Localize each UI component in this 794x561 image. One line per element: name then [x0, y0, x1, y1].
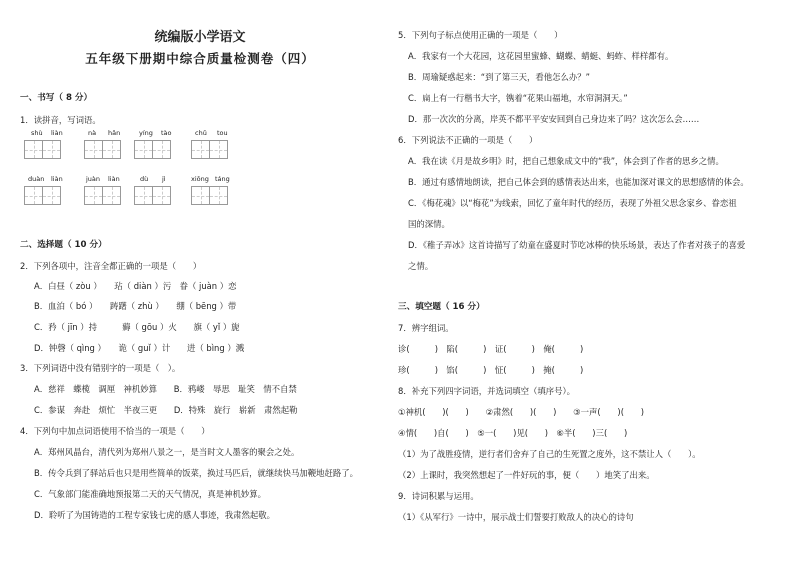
- option-3ab: A．慈祥 蝶榄 调厘 神机妙算 B．鸦嵝 辱思 耻笑 情不自禁: [34, 384, 297, 394]
- option-2b: B．血泊（ bó ） 踌躇（ zhù ） 绷（ bēng ）带: [34, 301, 237, 311]
- writing-box[interactable]: [152, 140, 171, 159]
- question-4: 4．下列句中加点词语使用不恰当的一项是（ ）: [20, 426, 210, 436]
- pinyin-group-2: [84, 129, 120, 159]
- option-5b: B．周瑜疑惑起来：“到了第三天，看他怎么办？”: [408, 72, 590, 82]
- writing-box[interactable]: [42, 140, 61, 159]
- pinyin-group-7: [134, 175, 170, 205]
- question-5: 5．下列句子标点使用正确的一项是（ ）: [398, 30, 563, 40]
- q9-sentence-1: （1）《从军行》一诗中，展示战士们誓要打败敌人的决心的诗句: [398, 512, 634, 522]
- pinyin-label: chǔ: [195, 129, 207, 137]
- question-3: 3．下列词语中没有错别字的一项是（ ）。: [20, 363, 181, 373]
- question-7: 7．辨字组词。: [398, 323, 454, 333]
- option-5a: A．我家有一个大花园，这花园里蜜蜂、蝴蝶、蜻蜓、蚂蚱、样样都有。: [408, 51, 674, 61]
- pinyin-label: shù: [31, 129, 43, 137]
- pinyin-label: liàn: [51, 129, 63, 137]
- writing-box[interactable]: [209, 186, 228, 205]
- option-6b: B．通过有感情地朗读，把自己体会到的感情表达出来，也能加深对课文的思想感情的体会。: [408, 177, 749, 187]
- writing-box[interactable]: [209, 140, 228, 159]
- pinyin-label: juàn: [86, 175, 101, 183]
- option-4a: A．郑州风晶台，清代列为郑州八景之一，是当时文人墨客的聚会之处。: [34, 447, 300, 457]
- question-6: 6．下列说法不正确的一项是（ ）: [398, 135, 538, 145]
- pinyin-label: nà: [88, 129, 97, 137]
- pinyin-label: duàn: [28, 175, 45, 183]
- pinyin-label: liàn: [51, 175, 63, 183]
- question-2: 2．下列各项中，注音全都正确的一项是（ ）: [20, 261, 202, 271]
- page-title: 统编版小学语文: [154, 30, 246, 45]
- writing-box[interactable]: [191, 140, 210, 159]
- option-4d: D．聆听了为国铸造的工程专家钱七虎的感人事迹，我肃然起敬。: [34, 510, 275, 520]
- question-1: 1．读拼音，写词语。: [20, 115, 101, 125]
- pinyin-group-1: [24, 129, 63, 159]
- pinyin-group-4: [191, 129, 227, 159]
- pinyin-label: hǎn: [108, 129, 121, 137]
- option-6d-cont: 之情。: [408, 261, 434, 271]
- question-8: 8．补充下列四字词语，并选词填空（填序号）。: [398, 386, 576, 396]
- writing-box[interactable]: [84, 140, 103, 159]
- writing-box[interactable]: [102, 186, 121, 205]
- q8-row-2: ④情( )自( ) ⑤一( )见( ) ⑥半( )三( ): [398, 428, 628, 438]
- q7-row-2: 珍( ) 馅( ) 怔( ) 掩( ): [398, 365, 584, 375]
- option-6c-cont: 国的深情。: [408, 219, 450, 229]
- option-4c: C．气象部门能准确地预报第二天的天气情况，真是神机妙算。: [34, 489, 266, 499]
- pinyin-label: táng: [215, 175, 230, 183]
- writing-box[interactable]: [134, 186, 153, 205]
- pinyin-group-6: [84, 175, 120, 205]
- q7-row-1: 诊( ) 陷( ) 证( ) 俺( ): [398, 344, 584, 354]
- option-2a: A．白昼（ zòu ） 玷（ diàn ）污 眷（ juàn ）恋: [34, 281, 237, 291]
- writing-box[interactable]: [191, 186, 210, 205]
- section-fill: 三、填空题（ 16 分）: [398, 302, 485, 312]
- option-2c: C．矜（ jīn ）持 薅（ gōu ）火 旗（ yǐ ）旎: [34, 322, 240, 332]
- section-writing: 一、书写（ 8 分）: [20, 93, 93, 103]
- option-4b: B．传令兵到了驿站后也只是用些简单的饭菜，换过马匹后，就继续快马加鞭地赶路了。: [34, 468, 358, 478]
- option-5d: D．那一次次的分离，岸英不都平平安安回到自己身边来了吗？这次怎么会……: [408, 114, 700, 124]
- pinyin-label: dù: [140, 175, 149, 183]
- pinyin-label: tào: [161, 129, 172, 137]
- q8-row-1: ①神机( )( ) ②肃然( )( ) ③一声( )( ): [398, 407, 644, 417]
- question-9: 9．诗词积累与运用。: [398, 491, 479, 501]
- writing-box[interactable]: [42, 186, 61, 205]
- pinyin-group-3: [134, 129, 170, 159]
- option-3cd: C．参谋 奔赴 烦忙 半夜三更 D．特殊 旋行 崭新 肃然起勒: [34, 405, 298, 415]
- option-5c: C．扁上有一行楷书大字，镌着“花果山福地，水帘洞洞天。”: [408, 93, 628, 103]
- writing-box[interactable]: [152, 186, 171, 205]
- pinyin-label: xiōng: [191, 175, 209, 183]
- option-6a: A．我在读《月是故乡明》时，把自己想象成文中的“我”，体会到了作者的思乡之情。: [408, 156, 724, 166]
- writing-box[interactable]: [24, 186, 43, 205]
- q8-sentence-2: （2）上课时，我突然想起了一件好玩的事，便（ ）地笑了出来。: [398, 470, 655, 480]
- writing-box[interactable]: [134, 140, 153, 159]
- writing-box[interactable]: [102, 140, 121, 159]
- option-2d: D．钟磬（ qìng ） 诡（ guǐ ）计 进（ bìng ）溅: [34, 343, 245, 353]
- option-6c: C．《梅花魂》以“梅花”为线索，回忆了童年时代的经历，表现了外祖父思念家乡、眷恋祖: [408, 198, 737, 208]
- pinyin-label: tou: [217, 129, 228, 137]
- q8-sentence-1: （1）为了战胜疫情，逆行者们舍弃了自己的生死置之度外，这不禁让人（ ）。: [398, 449, 701, 459]
- pinyin-label: jì: [162, 175, 166, 183]
- page-subtitle: 五年级下册期中综合质量检测卷（四）: [85, 51, 315, 66]
- pinyin-group-8: [191, 175, 230, 205]
- pinyin-label: yíng: [139, 129, 153, 137]
- pinyin-label: liàn: [108, 175, 120, 183]
- writing-box[interactable]: [84, 186, 103, 205]
- pinyin-group-5: [24, 175, 63, 205]
- section-choice: 二、选择题（ 10 分）: [20, 240, 107, 250]
- option-6d: D．《稚子弄冰》这首诗描写了幼童在盛夏时节吃冰棒的快乐场景，表达了作者对孩子的喜爱: [408, 240, 746, 250]
- writing-box[interactable]: [24, 140, 43, 159]
